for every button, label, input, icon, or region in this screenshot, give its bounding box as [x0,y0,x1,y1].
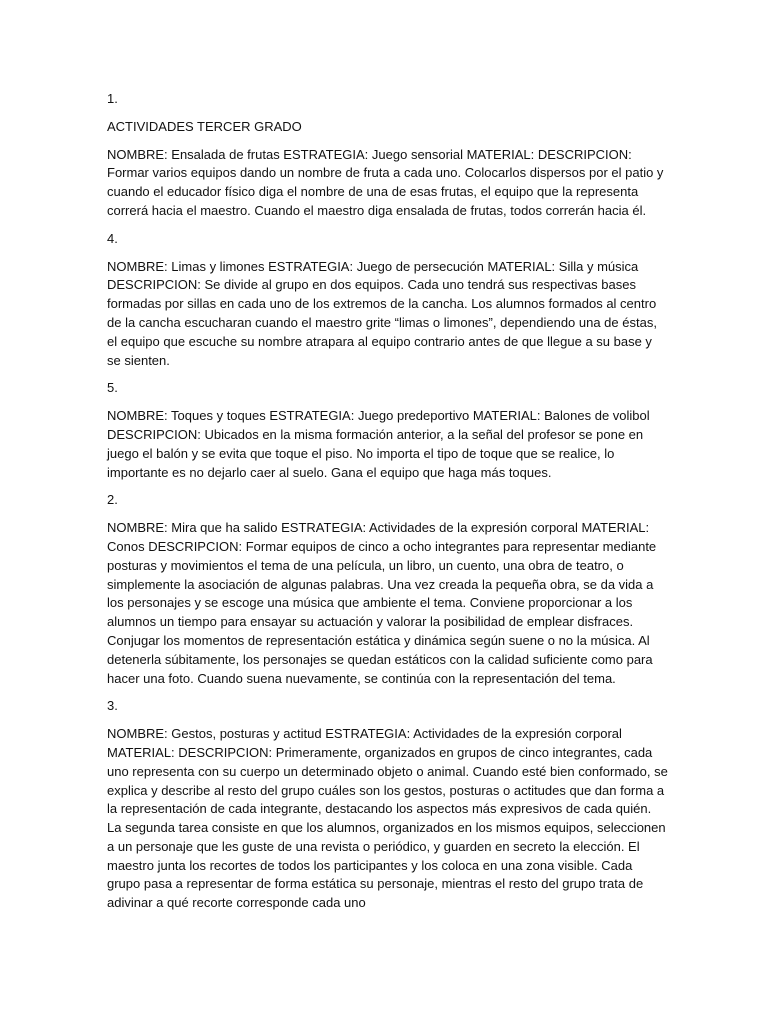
activity-paragraph: NOMBRE: Toques y toques ESTRATEGIA: Juego predeportivo MATERIAL: Balones de volibol DESCRIPCION: Ubicados en la misma formación anterior, a la señal del profesor se pone en juego el balón y se evita que toque el piso. No importa el tipo de toque que se realice, lo importante es no dejarlo caer al suelo. Gana el equipo que haga más toques. [107,408,650,480]
activity-paragraph: NOMBRE: Limas y limones ESTRATEGIA: Juego de persecución MATERIAL: Silla y música DESCRIPCION: Se divide al grupo en dos equipos. Cada uno tendrá sus respectivas bases formadas por sillas en cada uno de los extremos de la cancha. Los alumnos formados al centro de la cancha escucharan cuando el maestro grite “limas o limones”, dependiendo una de éstas, el equipo que escuche su nombre atrapara al equipo contrario antes de que llegue a su base y se sienten. [107,258,657,368]
item-number: 3. [107,698,118,714]
item-number: 1. [107,91,118,106]
activity-paragraph: NOMBRE: Mira que ha salido ESTRATEGIA: Actividades de la expresión corporal MATERIAL: Conos DESCRIPCION: Formar equipos de cinco a ocho integrantes para representar mediante posturas y movimientos el tema de una película, un libro, un cuento, una obra de teatro, o simplemente la asociación de algunas palabras. Una vez creada la pequeña obra, se da vida a los personajes y se escoge una música que ambiente el tema. Conviene proporcionar a los alumnos un tiempo para ensayar su actuación y valorar la posibilidad de emplear disfraces. Conjugar los momentos de representación estática y dinámica según suene o no la música. Al detenerla súbitamente, los personajes se quedan estáticos con la calidad suficiente como para hacer una foto. Cuando suena nuevamente, se continúa con la representación del tema. [107,520,657,686]
activity-paragraph: NOMBRE: Gestos, posturas y actitud ESTRATEGIA: Actividades de la expresión corporal MATERIAL: DESCRIPCION: Primeramente, organizados en grupos de cinco integrantes, cada uno representa con su cuerpo un determinado objeto o animal. Cuando esté bien conformado, se explica y describe al resto del grupo cuáles son los gestos, posturas o actitudes que dan forma a la representación de cada integrante, destacando los aspectos más expresivos de cada quién. La segunda tarea consiste en que los alumnos, organizados en los mismos equipos, seleccionen a un personaje que les guste de una revista o periódico, y guarden en secreto la elección. El maestro junta los recortes de todos los participantes y los coloca en una zona visible. Cada grupo pasa a representar de forma estática su personaje, mientras el resto del grupo trata de adivinar a qué recorte corresponde cada uno [107,726,668,911]
document-heading: ACTIVIDADES TERCER GRADO [107,118,302,134]
item-number: 5. [107,380,118,396]
item-number: 4. [107,230,118,246]
item-number: 2. [107,492,118,508]
activity-paragraph: NOMBRE: Ensalada de frutas ESTRATEGIA: Juego sensorial MATERIAL: DESCRIPCION: Formar varios equipos dando un nombre de fruta a cada uno. Colocarlos dispersos por el patio y cuando el educador físico diga el nombre de una de esas frutas, el equipo que la representa correrá hacia el maestro. Cuando el maestro diga ensalada de frutas, todos correrán hacia él. [107,146,664,218]
